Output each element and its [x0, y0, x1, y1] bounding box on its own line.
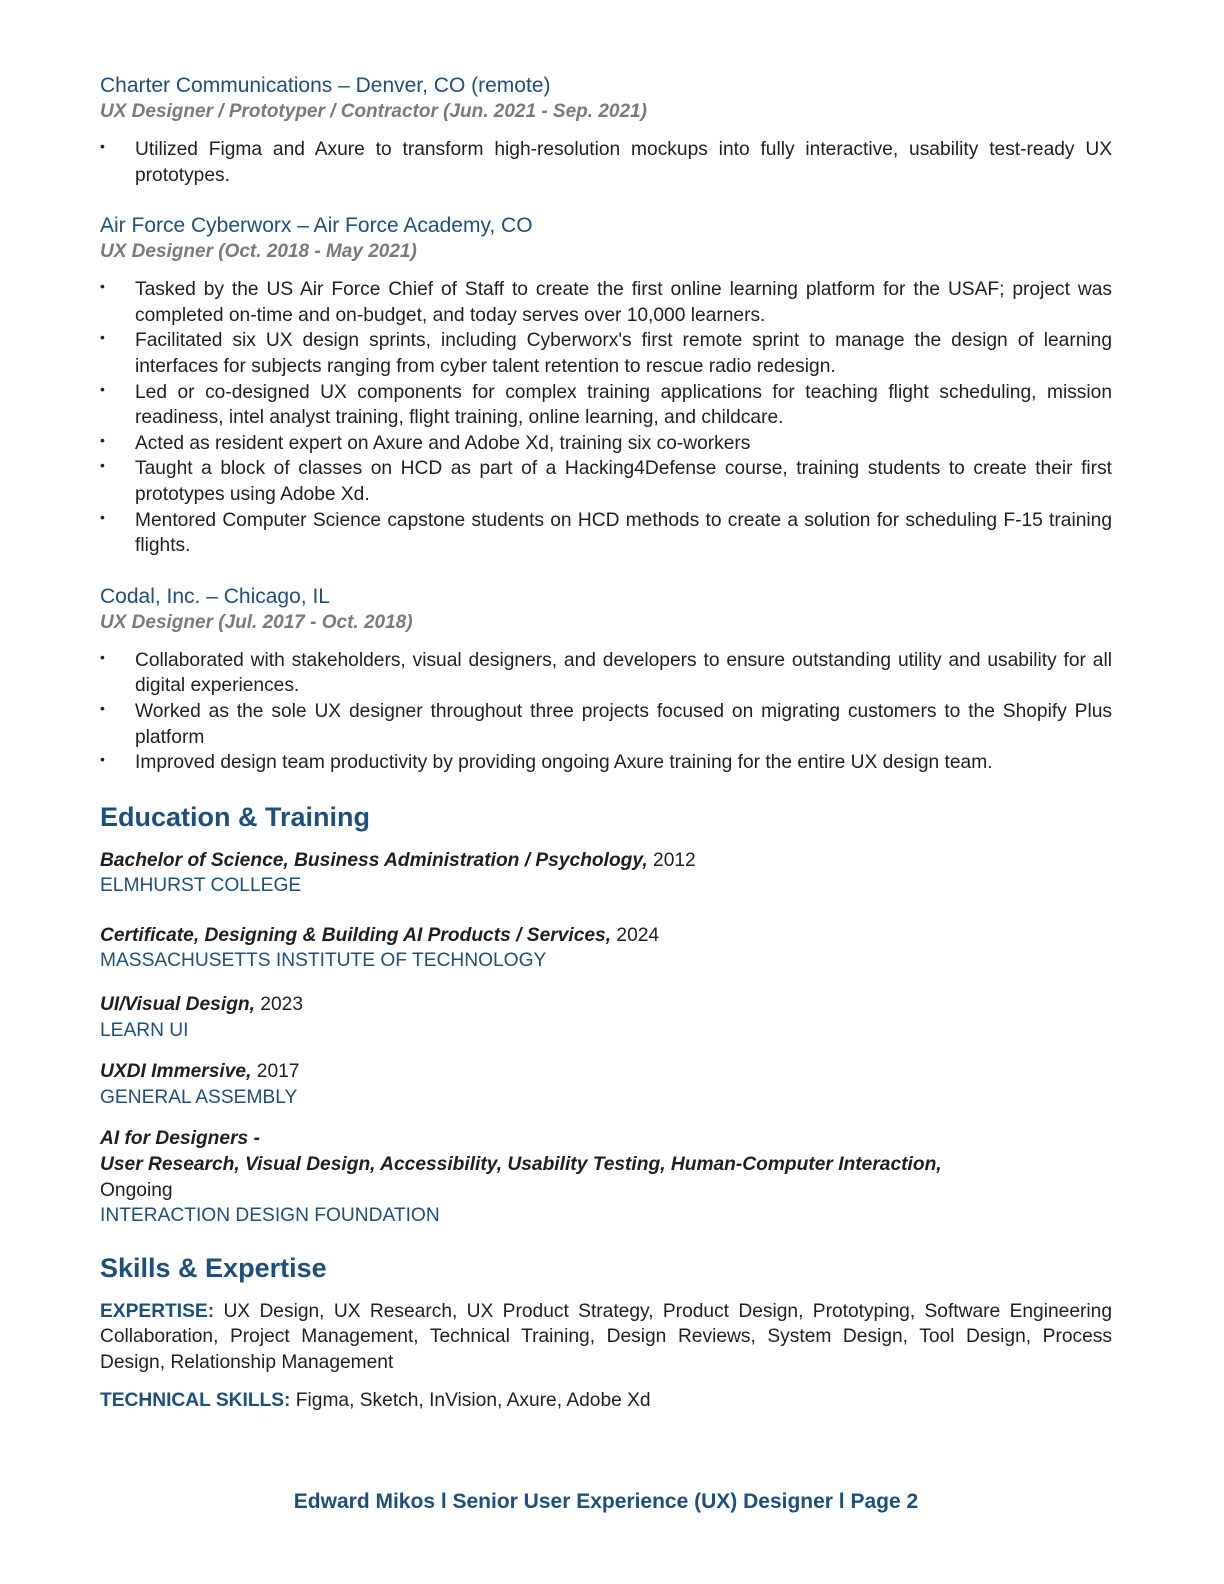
education-year: 2012: [647, 849, 696, 871]
education-year: 2017: [251, 1061, 300, 1083]
job-entry-cyberworx: [100, 212, 1112, 559]
education-school: ELMHURST COLLEGE: [100, 875, 302, 897]
job-entry-codal: [100, 583, 1112, 776]
education-school: GENERAL ASSEMBLY: [100, 1086, 298, 1108]
page-footer: Edward Mikos l Senior User Experience (UX) Designer l Page 2: [293, 1490, 919, 1513]
education-entry-ongoing: [100, 1126, 1112, 1228]
bullet-item: • Improved design team productivity by providing ongoing Axure training for the entire UX design team.: [100, 750, 1112, 776]
education-school: LEARN UI: [100, 1019, 189, 1041]
skills-heading: Skills & Expertise: [100, 1252, 327, 1283]
education-degree: UXDI Immersive,: [100, 1061, 252, 1083]
education-year: 2024: [611, 924, 660, 946]
job-role: UX Designer (Oct. 2018 - May 2021): [100, 241, 417, 263]
education-school: MASSACHUSETTS INSTITUTE OF TECHNOLOGY: [100, 950, 547, 972]
bullet-item: • Acted as resident expert on Axure and Adobe Xd, training six co-workers: [100, 431, 1112, 457]
job-bullets: [100, 648, 1112, 776]
education-course-topics: User Research, Visual Design, Accessibility, Usability Testing, Human-Computer Interaction,: [100, 1154, 942, 1176]
bullet-item: • Worked as the sole UX designer throughout three projects focused on migrating customers to the Shopify Plus platform: [100, 699, 1112, 750]
job-role: UX Designer / Prototyper / Contractor (Jun. 2021 - Sep. 2021): [100, 101, 647, 122]
technical-skills-line: [100, 1388, 1112, 1414]
education-entry: [100, 848, 1112, 899]
resume-page: [100, 72, 1112, 1425]
education-entry: [100, 992, 1112, 1043]
expertise-label: EXPERTISE:: [100, 1300, 215, 1322]
technical-skills-text: Figma, Sketch, InVision, Axure, Adobe Xd: [290, 1389, 651, 1411]
job-company: Codal, Inc. – Chicago, IL: [100, 584, 330, 608]
bullet-item: • Taught a block of classes on HCD as part of a Hacking4Defense course, training students to create their first prototypes using Adobe Xd.: [100, 456, 1112, 507]
bullet-item: • Facilitated six UX design sprints, including Cyberworx's first remote sprint to manage the design of learning interfaces for subjects ranging from cyber talent retention to rescue radio redesign.: [100, 328, 1112, 379]
technical-skills-label: TECHNICAL SKILLS:: [100, 1389, 291, 1411]
bullet-item: • Led or co-designed UX components for complex training applications for teaching flight scheduling, mission readiness, intel analyst training, flight training, online learning, and childcare.: [100, 380, 1112, 431]
education-entry: [100, 923, 1112, 974]
bullet-item: • Collaborated with stakeholders, visual designers, and developers to ensure outstanding utility and usability for all digital experiences.: [100, 648, 1112, 699]
education-school: INTERACTION DESIGN FOUNDATION: [100, 1205, 440, 1227]
job-entry-charter: [100, 72, 1112, 188]
education-status: Ongoing: [100, 1179, 173, 1201]
bullet-item: • Mentored Computer Science capstone students on HCD methods to create a solution for scheduling F-15 training flights.: [100, 508, 1112, 559]
education-heading: Education & Training: [100, 801, 371, 832]
education-course-title: AI for Designers -: [100, 1128, 260, 1150]
education-entry: [100, 1059, 1112, 1110]
job-company: Charter Communications – Denver, CO (remote): [100, 74, 551, 97]
education-year: 2023: [254, 994, 303, 1016]
job-company: Air Force Cyberworx – Air Force Academy, CO: [100, 214, 533, 238]
expertise-text: UX Design, UX Research, UX Product Strategy, Product Design, Prototyping, Software Engineering Collaboration, Project Management, Technical Training, Design Reviews, System Design, Tool Design, Process Design, Relationship Management: [100, 1300, 1112, 1373]
bullet-item: • Tasked by the US Air Force Chief of Staff to create the first online learning platform for the USAF; project was completed on-time and on-budget, and today serves over 10,000 learners.: [100, 277, 1112, 328]
bullet-item: • Utilized Figma and Axure to transform high-resolution mockups into fully interactive, usability test-ready UX prototypes.: [100, 137, 1112, 188]
job-bullets: [100, 277, 1112, 559]
job-role: UX Designer (Jul. 2017 - Oct. 2018): [100, 611, 413, 633]
education-degree: Bachelor of Science, Business Administration / Psychology,: [100, 849, 648, 871]
expertise-line: [100, 1299, 1112, 1376]
job-bullets: [100, 137, 1112, 188]
education-degree: Certificate, Designing & Building AI Products / Services,: [100, 924, 612, 946]
education-degree: UI/Visual Design,: [100, 994, 255, 1016]
